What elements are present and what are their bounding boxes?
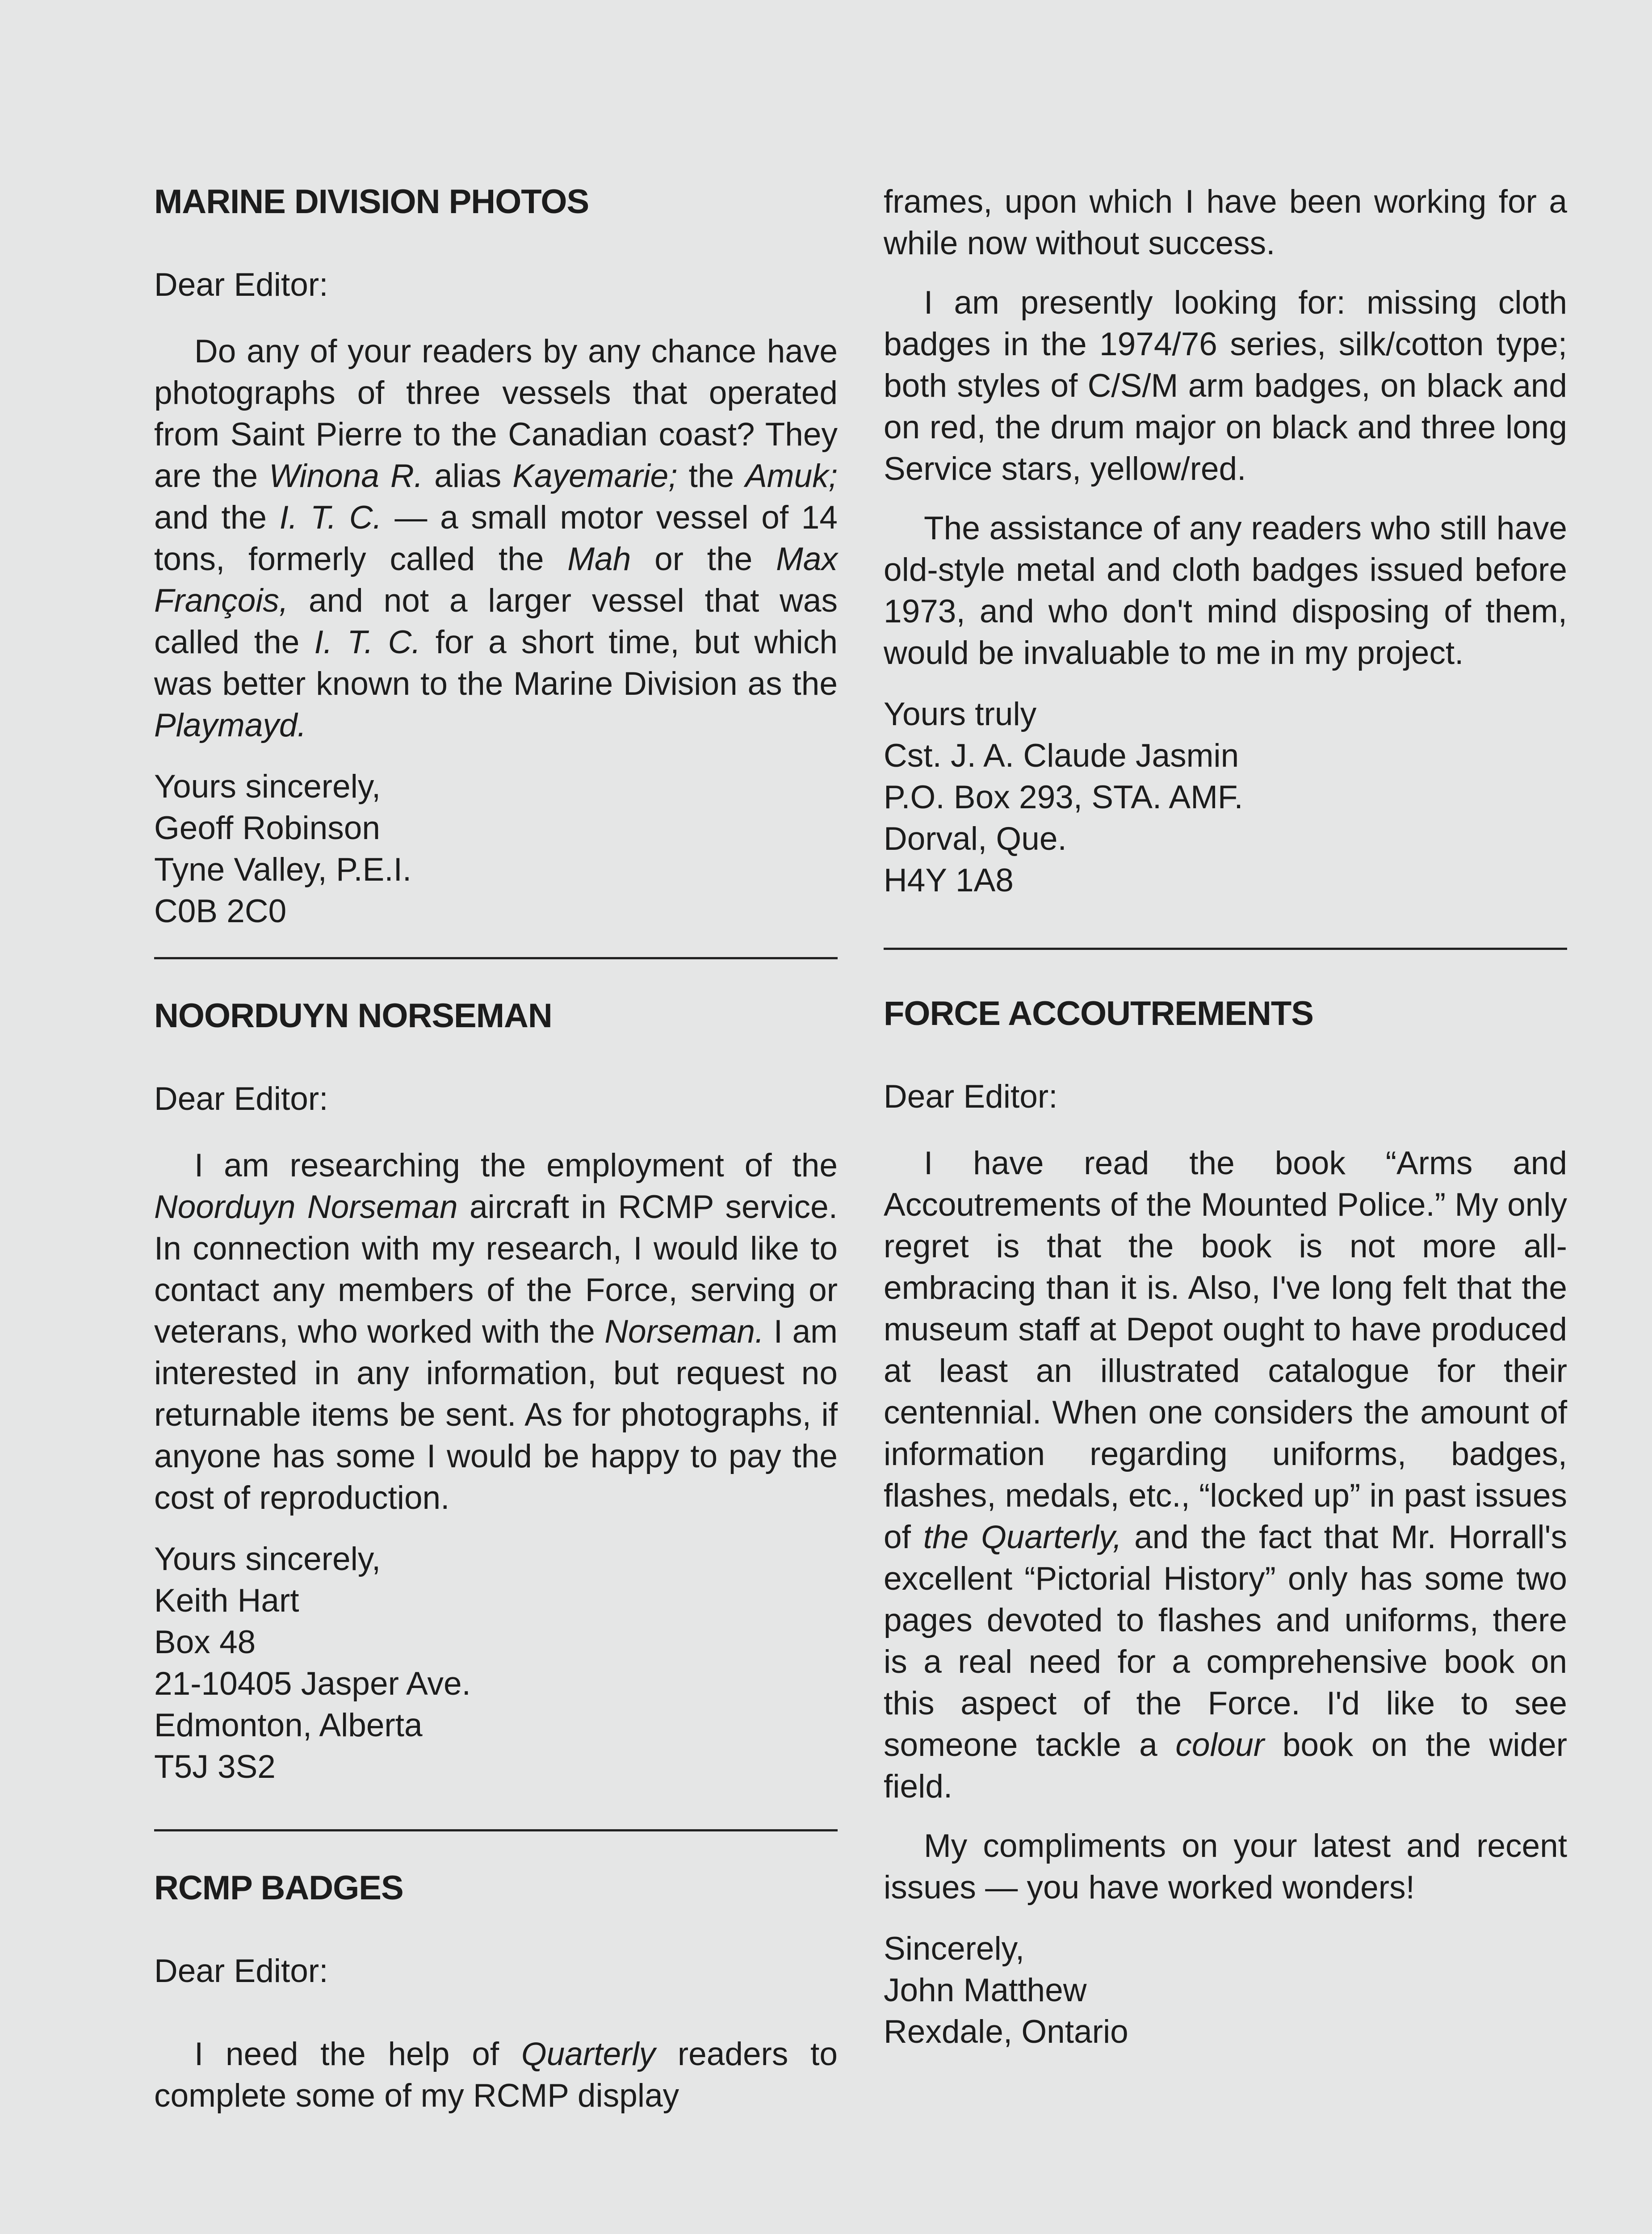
body-text: and the fact that Mr. Horrall's excellent “Pictorial History” only has some two pages devoted to flashes and uniforms, there is a real need for a comprehensive book on this aspect of the Force. I'd like to see someone tackle a <box>884 1519 1567 1763</box>
letter-heading: RCMP BADGES <box>154 1869 403 1907</box>
vessel-name: Max François, <box>154 541 838 619</box>
vessel-name: Amuk; <box>745 458 838 494</box>
address-line: P.O. Box 293, STA. AMF. <box>884 779 1243 815</box>
vessel-name: Kayemarie; <box>512 458 678 494</box>
emphasis-word: colour <box>1175 1727 1265 1763</box>
signer-name: Keith Hart <box>154 1583 299 1619</box>
signer-name: John Matthew <box>884 1972 1087 2008</box>
address-line: 21-10405 Jasper Ave. <box>154 1666 471 1702</box>
letter-body: The assistance of any readers who still have old-style metal and cloth badges issued before 1973, and who don't mind disposing of them, would be invaluable to me in my project. <box>884 510 1567 671</box>
letter-body <box>154 331 838 746</box>
body-text: and not a larger vessel that was called the <box>154 583 838 660</box>
letter-body <box>884 1142 1567 1807</box>
vessel-name: I. T. C. <box>314 624 421 660</box>
section-divider <box>884 948 1567 950</box>
closing: Yours sincerely, <box>154 1541 381 1577</box>
address-line: Rexdale, Ontario <box>884 2014 1128 2050</box>
signature-block <box>154 766 838 932</box>
vessel-name: I. T. C. <box>279 500 382 536</box>
closing: Yours truly <box>884 696 1037 732</box>
aircraft-name: Norseman. <box>604 1314 764 1350</box>
signer-name: Cst. J. A. Claude Jasmin <box>884 738 1239 774</box>
signature-block <box>884 693 1567 901</box>
body-text: I am interested in any information, but request no returnable items be sent. As for photographs, if anyone has some I would be happy to pay the cost of reproduction. <box>154 1314 838 1516</box>
salutation: Dear Editor: <box>154 1081 328 1117</box>
letter-rcmp-badges-continued <box>884 181 1567 901</box>
signature-block <box>884 1928 1567 2053</box>
vessel-name: Winona R. <box>269 458 423 494</box>
letter-body <box>154 2033 838 2116</box>
letter-heading: NOORDUYN NORSEMAN <box>154 997 552 1035</box>
address-line: Dorval, Que. <box>884 821 1067 857</box>
body-text: alias <box>423 458 513 494</box>
letter-marine-division-photos <box>154 181 838 932</box>
letter-body: I am presently looking for: missing cloth badges in the 1974/76 series, silk/cotton type; both styles of C/S/M arm badges, on black and on red, the drum major on black and three long Service stars, yellow/red. <box>884 285 1567 487</box>
letter-heading: MARINE DIVISION PHOTOS <box>154 183 589 221</box>
vessel-name: Playmayd. <box>154 707 306 743</box>
address-line: Edmonton, Alberta <box>154 1707 423 1743</box>
salutation: Dear Editor: <box>154 1953 328 1989</box>
vessel-name: Mah <box>567 541 631 577</box>
letter-body-continued: frames, upon which I have been working for a while now without success. <box>884 184 1567 261</box>
closing: Yours sincerely, <box>154 768 381 805</box>
right-column <box>884 181 1567 2053</box>
body-text: the <box>677 458 746 494</box>
address-line: Box 48 <box>154 1624 256 1660</box>
salutation: Dear Editor: <box>884 1079 1058 1115</box>
postal-code: C0B 2C0 <box>154 893 287 929</box>
publication-name: the Quarterly, <box>923 1519 1122 1555</box>
signer-name: Geoff Robinson <box>154 810 380 846</box>
body-text: for a short time, but which was better known to the Marine Division as the <box>154 624 838 702</box>
address-line: Tyne Valley, P.E.I. <box>154 852 412 888</box>
body-text: or the <box>631 541 776 577</box>
closing: Sincerely, <box>884 1931 1025 1967</box>
letter-body: My compliments on your latest and recent issues — you have worked wonders! <box>884 1828 1567 1906</box>
left-column <box>154 181 838 2116</box>
postal-code: H4Y 1A8 <box>884 862 1014 899</box>
body-text: readers to complete some of my RCMP display <box>154 2036 838 2114</box>
letter-heading: FORCE ACCOUTREMENTS <box>884 995 1313 1033</box>
letter-rcmp-badges <box>154 1867 838 2116</box>
body-text: Do any of your readers by any chance have photographs of three vessels that operated from Saint Pierre to the Canadian coast? They are the <box>154 333 838 494</box>
section-divider <box>154 1829 838 1831</box>
letter-force-accoutrements <box>884 993 1567 2053</box>
body-text: book on the wider field. <box>884 1727 1568 1805</box>
body-text: and the <box>154 500 280 536</box>
aircraft-name: Noorduyn Norseman <box>154 1189 458 1225</box>
body-text: I need the help of <box>194 2036 521 2072</box>
letter-noorduyn-norseman <box>154 995 838 1788</box>
postal-code: T5J 3S2 <box>154 1749 276 1785</box>
publication-name: Quarterly <box>521 2036 656 2072</box>
body-text: I have read the book “Arms and Accoutrements of the Mounted Police.” My only regret is that the book is not more all-embracing than it is. Also, I've long felt that the museum staff at Depot ought to have produced at least an illustrated catalogue for their centennial. When one considers the amount of information regarding uniforms, badges, flashes, medals, etc., “locked up” in past issues of <box>884 1145 1567 1555</box>
salutation: Dear Editor: <box>154 267 328 303</box>
body-text: — a small motor vessel of 14 tons, formerly called the <box>154 500 838 577</box>
signature-block <box>154 1538 838 1788</box>
body-text: I am researching the employment of the <box>194 1147 838 1184</box>
body-text: aircraft in RCMP service. In connection with my research, I would like to contact any members of the Force, serving or veterans, who worked with the <box>154 1189 838 1350</box>
section-divider <box>154 957 838 959</box>
letter-body <box>154 1145 838 1519</box>
